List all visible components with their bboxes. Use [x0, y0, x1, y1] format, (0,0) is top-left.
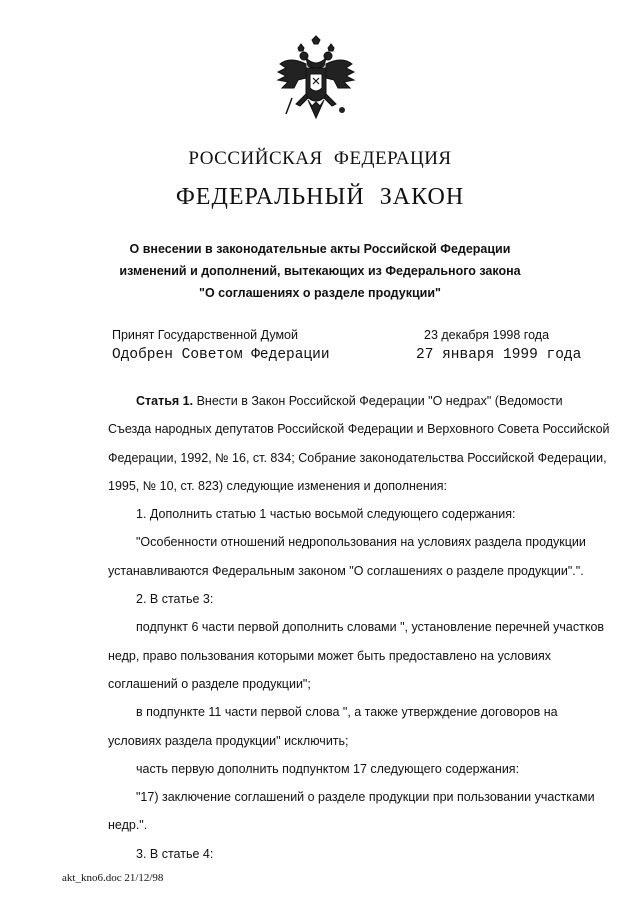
adopted-label: Принят Государственной Думой	[112, 328, 298, 342]
adopted-date: 23 декабря 1998 года	[424, 328, 550, 342]
body-line: устанавливаются Федеральным законом "О соглашениях о разделе продукции".".	[108, 563, 584, 578]
approved-date: 27 января 1999 года	[416, 347, 582, 363]
document-body	[108, 393, 610, 874]
article-text: Внести в Закон Российской Федерации "О недрах" (Ведомости	[196, 394, 563, 408]
body-line: "Особенности отношений недропользования на условиях раздела продукции	[136, 535, 586, 550]
body-line: Съезда народных депутатов Российской Федерации и Верховного Совета Российской	[108, 422, 610, 437]
footer-file-info: akt_kno6.doc 21/12/98	[62, 872, 164, 884]
body-line: "17) заключение соглашений о разделе продукции при пользовании участками	[136, 790, 595, 805]
approved-label: Одобрен Советом Федерации	[112, 347, 330, 363]
body-line: недр.".	[108, 818, 148, 833]
body-line: недр, право пользования которыми может быть предоставлено на условиях	[108, 648, 551, 663]
heading-country: РОССИЙСКАЯ ФЕДЕРАЦИЯ	[188, 148, 452, 169]
body-line	[108, 393, 563, 421]
body-line: 3. В статье 4:	[136, 846, 214, 861]
body-line: в подпункте 11 части первой слова ", а также утверждение договоров на	[136, 705, 558, 720]
body-line: Федерации, 1992, № 16, ст. 834; Собрание законодательства Российской Федерации,	[108, 450, 607, 465]
law-title	[0, 238, 640, 304]
body-line: 1995, № 10, ст. 823) следующие изменения и дополнения:	[108, 478, 448, 493]
article-label: Статья 1.	[136, 394, 194, 408]
body-line: условиях раздела продукции" исключить;	[108, 733, 349, 748]
coat-of-arms-icon	[268, 34, 364, 130]
body-line: часть первую дополнить подпунктом 17 следующего содержания:	[136, 761, 520, 776]
body-line: подпункт 6 части первой дополнить словами ", установление перечней участков	[136, 620, 605, 635]
body-line: 2. В статье 3:	[136, 592, 214, 607]
law-title-line-2: изменений и дополнений, вытекающих из Федерального закона	[119, 264, 521, 278]
body-line: соглашений о разделе продукции";	[108, 676, 311, 691]
body-line: 1. Дополнить статью 1 частью восьмой следующего содержания:	[136, 507, 516, 522]
law-title-line-1: О внесении в законодательные акты Российской Федерации	[129, 242, 511, 256]
heading-document-type: ФЕДЕРАЛЬНЫЙ ЗАКОН	[175, 184, 465, 210]
law-title-line-3: "О соглашениях о разделе продукции"	[199, 286, 441, 300]
